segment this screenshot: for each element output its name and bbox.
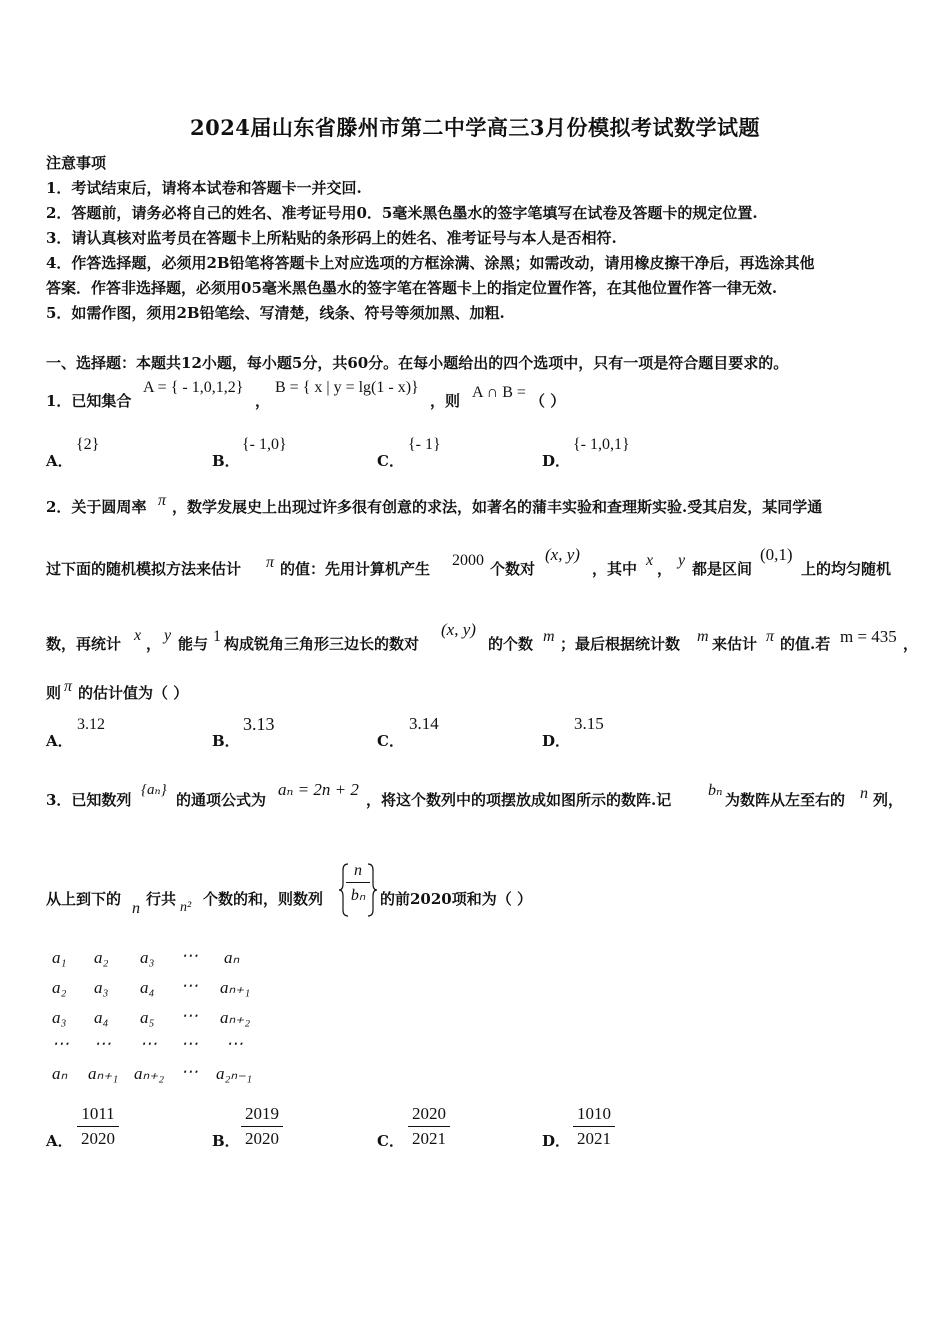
q3-line1-text: ，将这个数列中的项摆放成如图所示的数阵.记 xyxy=(366,791,672,809)
notice-heading: 注意事项 xyxy=(46,154,107,172)
q1-option-b-label[interactable]: B． xyxy=(212,452,240,470)
q2-line2-text: 的值：先用计算机产生 xyxy=(280,560,431,578)
q3-line2-prefix: 从上到下的 xyxy=(46,890,122,908)
q2-line3-prefix: 数，再统计 xyxy=(46,635,122,653)
q3-var-n: n xyxy=(132,900,140,917)
q3-option-b-label[interactable]: B． xyxy=(212,1132,240,1150)
q1-set-a: A = { - 1,0,1,2} xyxy=(143,379,244,396)
matrix-cell: a₄ xyxy=(140,978,155,997)
q1-option-c-value: {- 1} xyxy=(408,436,441,453)
q2-option-d-value: 3.15 xyxy=(574,714,604,733)
fraction-denominator: 2021 xyxy=(412,1129,446,1148)
matrix-cell: ⋯ xyxy=(94,1034,111,1053)
q2-option-a-value: 3.12 xyxy=(77,716,105,733)
q2-option-c-label[interactable]: C． xyxy=(377,732,404,750)
q3-line2-text: 的前2020项和为（ ） xyxy=(380,890,532,908)
q3-var-n: n xyxy=(860,785,868,802)
fraction-bar xyxy=(346,882,370,883)
q2-line3-text: ；最后根据统计数 xyxy=(560,635,681,653)
fraction-bar xyxy=(241,1126,283,1127)
matrix-cell: aₙ xyxy=(224,948,240,967)
q2-var-x: x xyxy=(646,552,654,569)
fraction-denominator: 2021 xyxy=(577,1129,611,1148)
q3-option-d-label[interactable]: D． xyxy=(542,1132,571,1150)
matrix-cell: aₙ xyxy=(52,1064,68,1083)
fraction-numerator: 2019 xyxy=(245,1104,279,1123)
q2-line2-text: 上的均匀随机 xyxy=(801,560,892,578)
q3-option-c-label[interactable]: C． xyxy=(377,1132,404,1150)
q1-option-a-label[interactable]: A． xyxy=(46,452,73,470)
q2-line4-prefix: 则 xyxy=(46,684,62,702)
q3-option-a-label[interactable]: A． xyxy=(46,1132,73,1150)
matrix-cell: aₙ₊₂ xyxy=(134,1064,165,1083)
matrix-cell: a₂ xyxy=(94,948,109,967)
q3-fraction-denominator: bₙ xyxy=(350,887,366,904)
notice-item: 5．如需作图，须用2B铅笔绘、写清楚，线条、符号等须加黑、加粗. xyxy=(46,304,505,322)
matrix-cell: aₙ₊₁ xyxy=(88,1064,119,1083)
q1-then: ，则 xyxy=(430,392,461,410)
notice-item: 3．请认真核对监考员在答题卡上所粘贴的条形码上的姓名、准考证号与本人是否相符. xyxy=(46,229,617,247)
q1-option-d-value: {- 1,0,1} xyxy=(573,436,630,453)
q2-line3-text: 的值.若 xyxy=(780,635,831,653)
q1-option-b-value: {- 1,0} xyxy=(242,436,287,453)
pi-symbol: π xyxy=(266,554,275,571)
q3-sequence: {aₙ} xyxy=(141,782,167,798)
q2-line2-text: 都是区间 xyxy=(692,560,753,578)
q2-pair: (x, y) xyxy=(441,620,476,639)
q2-line2-prefix: 过下面的随机模拟方法来估计 xyxy=(46,560,242,578)
q1-set-b: B = { x | y = lg(1 - x)} xyxy=(275,379,419,396)
fraction-numerator: 1010 xyxy=(577,1104,611,1123)
q3-option-b-value xyxy=(241,1104,283,1149)
q3-line1-text: 的通项公式为 xyxy=(176,791,267,809)
q3-line1-text: 列， xyxy=(873,791,904,809)
notice-item: 4．作答选择题，必须用2B铅笔将答题卡上对应选项的方框涂满、涂黑；如需改动，请用橡皮擦干净后，再选涂其他 xyxy=(46,254,815,272)
q2-line4-text: 的估计值为（ ） xyxy=(78,684,189,702)
matrix-cell: a₄ xyxy=(94,1008,109,1027)
matrix-cell: a₃ xyxy=(52,1008,67,1027)
q3-option-a-value xyxy=(77,1104,119,1149)
q1-comma: ， xyxy=(255,392,271,410)
matrix-cell: ⋯ xyxy=(181,976,198,995)
matrix-cell: a₃ xyxy=(140,948,155,967)
matrix-cell: a₃ xyxy=(94,978,109,997)
q2-condition: m = 435 xyxy=(840,627,897,646)
q1-answer-paren: （ ） xyxy=(530,392,566,410)
q1-stem-prefix: 1．已知集合 xyxy=(46,392,132,410)
matrix-cell: ⋯ xyxy=(181,946,198,965)
q2-interval: (0,1) xyxy=(760,545,793,564)
q2-line3-text: 来估计 xyxy=(712,635,758,653)
q2-line3-text: 的个数 xyxy=(488,635,534,653)
q3-bn: bₙ xyxy=(708,782,723,799)
fraction-numerator: 1011 xyxy=(81,1104,115,1123)
q3-option-c-value xyxy=(408,1104,450,1149)
q2-line1-text: ，数学发展史上出现过许多很有创意的求法，如著名的蒲丰实验和查理斯实验.受其启发，某同学通 xyxy=(172,498,823,516)
q3-fraction xyxy=(346,862,370,905)
pi-symbol: π xyxy=(158,492,167,509)
notice-item: 答案．作答非选择题，必须用05毫米黑色墨水的签字笔在答题卡上的指定位置作答，在其他位置作答一律无效. xyxy=(46,279,778,297)
q1-expression: A ∩ B = xyxy=(472,384,526,401)
matrix-cell: ⋯ xyxy=(181,1034,198,1053)
matrix-cell: a₂ xyxy=(52,978,67,997)
q2-option-d-label[interactable]: D． xyxy=(542,732,571,750)
notice-item: 2．答题前，请务必将自己的姓名、准考证号用0．5毫米黑色墨水的签字笔填写在试卷及答题卡的规定位置. xyxy=(46,204,758,222)
q2-option-c-value: 3.14 xyxy=(409,714,439,733)
matrix-cell: ⋯ xyxy=(140,1034,157,1053)
q2-one: 1 xyxy=(213,628,221,645)
fraction-bar xyxy=(77,1126,119,1127)
q3-fraction-numerator: n xyxy=(354,862,362,879)
q2-pair: (x, y) xyxy=(545,545,580,564)
matrix-cell: a₅ xyxy=(140,1008,155,1027)
matrix-cell: ⋯ xyxy=(181,1062,198,1081)
q1-option-d-label[interactable]: D． xyxy=(542,452,571,470)
q2-comma: ， xyxy=(657,560,673,578)
matrix-cell: ⋯ xyxy=(226,1034,243,1053)
q1-option-c-label[interactable]: C． xyxy=(377,452,404,470)
q2-line2-text: ，其中 xyxy=(592,560,638,578)
q3-formula: aₙ = 2n + 2 xyxy=(278,780,359,799)
q2-var-y: y xyxy=(164,627,172,644)
q2-option-b-label[interactable]: B． xyxy=(212,732,240,750)
q2-line3-text: 构成锐角三角形三边长的数对 xyxy=(224,635,420,653)
q2-line3-text: 能与 xyxy=(178,635,209,653)
matrix-cell: ⋯ xyxy=(181,1006,198,1025)
q2-line2-text: 个数对 xyxy=(490,560,536,578)
section-heading: 一、选择题：本题共12小题，每小题5分，共60分。在每小题给出的四个选项中，只有一项是符合题目要求的。 xyxy=(46,354,789,372)
matrix-cell: a₁ xyxy=(52,948,67,967)
q3-line2-text: 行共 xyxy=(146,890,177,908)
matrix-cell: ⋯ xyxy=(52,1034,69,1053)
fraction-numerator: 2020 xyxy=(412,1104,446,1123)
q2-comma: ， xyxy=(903,635,919,653)
q3-line2-text: 个数的和，则数列 xyxy=(203,890,324,908)
matrix-cell: a₂ₙ₋₁ xyxy=(216,1064,253,1083)
q3-n-squared: n² xyxy=(180,900,192,915)
q2-line1-prefix: 2．关于圆周率 xyxy=(46,498,147,516)
q2-var-m: m xyxy=(697,628,709,645)
matrix-cell: aₙ₊₁ xyxy=(220,978,251,997)
notice-item: 1．考试结束后，请将本试卷和答题卡一并交回. xyxy=(46,179,362,197)
q2-var-m: m xyxy=(543,628,555,645)
q2-var-y: y xyxy=(678,552,686,569)
q3-option-d-value xyxy=(573,1104,615,1149)
q2-var-x: x xyxy=(134,627,142,644)
fraction-denominator: 2020 xyxy=(245,1129,279,1148)
matrix-cell: aₙ₊₂ xyxy=(220,1008,251,1027)
q2-option-b-value: 3.13 xyxy=(243,714,275,734)
q3-line1-prefix: 3．已知数列 xyxy=(46,791,132,809)
pi-symbol: π xyxy=(766,628,775,645)
q2-option-a-label[interactable]: A． xyxy=(46,732,73,750)
fraction-bar xyxy=(408,1126,450,1127)
q1-option-a-value: {2} xyxy=(76,436,100,453)
fraction-denominator: 2020 xyxy=(81,1129,115,1148)
pi-symbol: π xyxy=(64,678,73,695)
q2-count: 2000 xyxy=(452,552,484,569)
fraction-bar xyxy=(573,1126,615,1127)
q2-comma: ， xyxy=(146,635,162,653)
page-title: 2024届山东省滕州市第二中学高三3月份模拟考试数学试题 xyxy=(189,115,761,140)
q3-line1-text: 为数阵从左至右的 xyxy=(725,791,846,809)
